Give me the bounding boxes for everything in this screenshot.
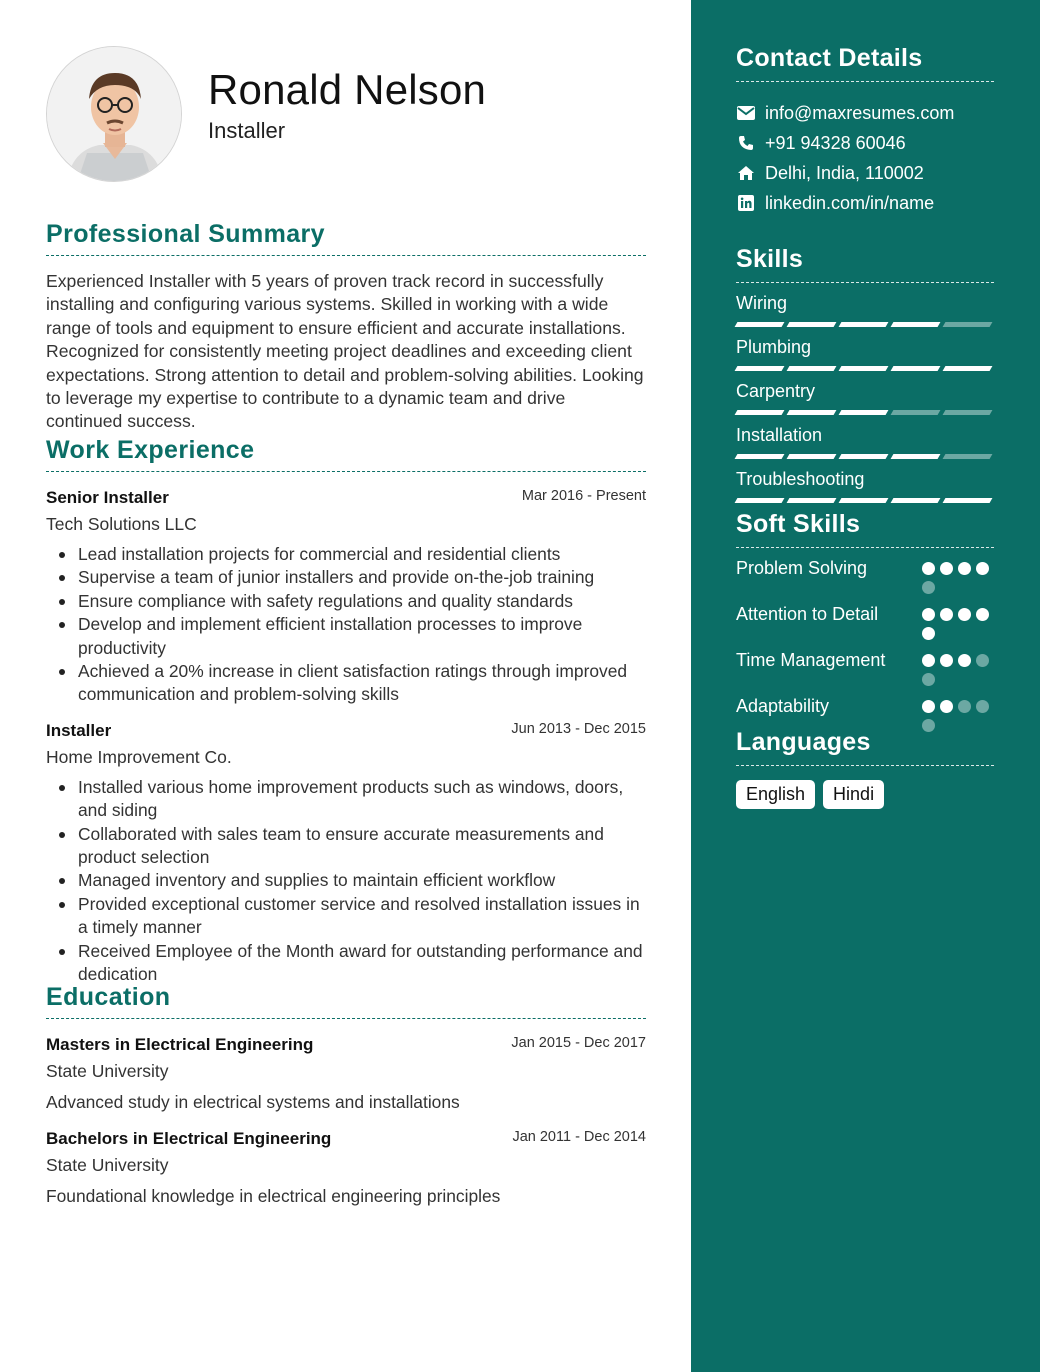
school-name: State University: [46, 1155, 169, 1175]
rating-dot: [940, 654, 953, 667]
rating-dot: [958, 654, 971, 667]
experience-heading: Work Experience: [46, 436, 646, 472]
job-company: Home Improvement Co.: [46, 746, 232, 767]
rating-dot: [922, 562, 935, 575]
soft-skill-item: [736, 648, 994, 686]
list-item: Installed various home improvement products such as windows, doors, and siding: [46, 776, 646, 823]
work-experience: [46, 436, 646, 987]
job-bullets: [46, 543, 646, 707]
skill-level-segment: [735, 322, 785, 327]
soft-skill-item: [736, 694, 994, 732]
contact-details: [736, 44, 994, 218]
job-company: Tech Solutions LLC: [46, 514, 197, 534]
rating-dot: [958, 562, 971, 575]
linkedin-icon: [736, 194, 756, 212]
contact-address-text: Delhi, India, 110002: [765, 162, 924, 183]
skill-item: [736, 425, 994, 459]
education-entry: [46, 1035, 646, 1113]
languages-list: [736, 780, 994, 809]
skill-level-bar: [736, 454, 994, 459]
skill-level-segment: [787, 366, 837, 371]
skill-item: [736, 381, 994, 415]
job-title: Senior Installer: [46, 488, 169, 507]
skill-level-segment: [787, 410, 837, 415]
job-entry: [46, 488, 646, 707]
rating-dot: [958, 608, 971, 621]
soft-skill-rating: [922, 648, 994, 686]
school-name: State University: [46, 1061, 169, 1081]
soft-skill-item: [736, 602, 994, 640]
skill-level-segment: [943, 454, 993, 459]
soft-skill-name: Attention to Detail: [736, 604, 879, 624]
contact-email-text: info@maxresumes.com: [765, 102, 955, 123]
summary-heading: Professional Summary: [46, 220, 646, 256]
rating-dot: [958, 700, 971, 713]
candidate-name: Ronald Nelson: [208, 66, 487, 113]
list-item: Lead installation projects for commercial and residential clients: [46, 543, 646, 566]
skill-level-segment: [839, 454, 889, 459]
soft-skill-name: Time Management: [736, 650, 886, 670]
soft-skills: [736, 510, 994, 732]
soft-skill-item: [736, 556, 994, 594]
rating-dot: [922, 608, 935, 621]
languages-heading: Languages: [736, 728, 994, 766]
rating-dot: [976, 700, 989, 713]
list-item: Develop and implement efficient installation processes to improve productivity: [46, 613, 646, 660]
rating-dot: [976, 562, 989, 575]
skill-level-segment: [891, 322, 941, 327]
skills-heading: Skills: [736, 245, 994, 283]
education-desc: Advanced study in electrical systems and installations: [46, 1092, 460, 1112]
languages: [736, 728, 994, 809]
skill-level-segment: [787, 454, 837, 459]
skill-level-segment: [891, 498, 941, 503]
contact-linkedin-text: linkedin.com/in/name: [765, 192, 935, 213]
professional-summary: [46, 220, 646, 434]
soft-skills-list: [736, 556, 994, 732]
education-date: Jan 2015 - Dec 2017: [511, 1035, 646, 1051]
summary-text: Experienced Installer with 5 years of proven track record in successfully installing and configuring various systems. Skilled in working with a wide range of tools and equipment to ensure efficient and accurate installations. Recognized for consistently meeting project deadlines and exceeding client expectations. Strong attention to detail and problem-solving abilities. Looking to leverage my expertise to contribute to a dynamic team and drive continued success.: [46, 271, 644, 432]
skill-level-segment: [787, 498, 837, 503]
education-date: Jan 2011 - Dec 2014: [512, 1129, 646, 1145]
skill-level-bar: [736, 498, 994, 503]
soft-skill-name: Problem Solving: [736, 558, 868, 578]
skill-item: [736, 337, 994, 371]
skill-item: [736, 469, 994, 503]
degree-title: Bachelors in Electrical Engineering: [46, 1129, 332, 1148]
skill-level-segment: [943, 366, 993, 371]
skill-level-bar: [736, 410, 994, 415]
contact-linkedin[interactable]: [736, 188, 994, 218]
skill-name: Troubleshooting: [736, 469, 865, 489]
skills-list: [736, 293, 994, 503]
profile-photo: [47, 47, 182, 182]
sidebar: [691, 0, 1040, 1372]
list-item: Provided exceptional customer service and resolved installation issues in a timely manner: [46, 893, 646, 940]
skill-level-segment: [735, 454, 785, 459]
skill-name: Carpentry: [736, 381, 816, 401]
skill-level-segment: [943, 410, 993, 415]
skill-level-segment: [839, 498, 889, 503]
skill-level-segment: [839, 410, 889, 415]
skill-level-segment: [891, 366, 941, 371]
phone-icon: [736, 134, 756, 152]
rating-dot: [922, 654, 935, 667]
avatar: [46, 46, 182, 182]
rating-dot: [922, 581, 935, 594]
list-item: Managed inventory and supplies to maintain efficient workflow: [46, 869, 646, 892]
skill-level-bar: [736, 366, 994, 371]
soft-skill-name: Adaptability: [736, 696, 830, 716]
soft-skill-rating: [922, 694, 994, 732]
skill-name: Wiring: [736, 293, 788, 313]
contact-address: [736, 158, 994, 188]
soft-skill-rating: [922, 556, 994, 594]
skill-level-segment: [891, 410, 941, 415]
rating-dot: [922, 673, 935, 686]
education: [46, 983, 646, 1207]
soft-skill-rating: [922, 602, 994, 640]
skill-level-segment: [943, 322, 993, 327]
education-heading: Education: [46, 983, 646, 1019]
job-entry: [46, 721, 646, 987]
rating-dot: [940, 608, 953, 621]
skill-level-segment: [943, 498, 993, 503]
contact-phone-text: +91 94328 60046: [765, 132, 906, 153]
job-date: Jun 2013 - Dec 2015: [511, 720, 646, 737]
home-icon: [736, 164, 756, 182]
skill-name: Plumbing: [736, 337, 812, 357]
skill-level-segment: [735, 498, 785, 503]
job-date: Mar 2016 - Present: [521, 488, 646, 504]
list-item: Received Employee of the Month award for outstanding performance and dedication: [46, 940, 646, 987]
rating-dot: [940, 562, 953, 575]
rating-dot: [922, 700, 935, 713]
rating-dot: [940, 700, 953, 713]
skill-level-segment: [735, 366, 785, 371]
degree-title: Masters in Electrical Engineering: [46, 1035, 314, 1054]
rating-dot: [976, 654, 989, 667]
skill-item: [736, 293, 994, 327]
list-item: Ensure compliance with safety regulations and quality standards: [46, 590, 646, 613]
candidate-title: Installer: [208, 118, 286, 143]
language-badge: Hindi: [823, 780, 884, 809]
rating-dot: [922, 627, 935, 640]
contact-heading: Contact Details: [736, 44, 994, 82]
skill-level-bar: [736, 322, 994, 327]
list-item: Collaborated with sales team to ensure accurate measurements and product selection: [46, 823, 646, 870]
language-badge: English: [736, 780, 815, 809]
envelope-icon: [736, 104, 756, 122]
skill-level-segment: [839, 322, 889, 327]
skill-level-segment: [839, 366, 889, 371]
list-item: Supervise a team of junior installers and provide on-the-job training: [46, 566, 646, 589]
skill-level-segment: [891, 454, 941, 459]
soft-skills-heading: Soft Skills: [736, 510, 994, 548]
job-title: Installer: [46, 720, 112, 740]
contact-email[interactable]: [736, 98, 994, 128]
skill-level-segment: [787, 322, 837, 327]
skills: [736, 245, 994, 503]
list-item: Achieved a 20% increase in client satisfaction ratings through improved communication and problem-solving skills: [46, 660, 646, 707]
education-desc: Foundational knowledge in electrical engineering principles: [46, 1186, 501, 1206]
skill-name: Installation: [736, 425, 823, 445]
skill-level-segment: [735, 410, 785, 415]
education-entry: [46, 1129, 646, 1207]
rating-dot: [976, 608, 989, 621]
contact-phone[interactable]: [736, 128, 994, 158]
job-bullets: [46, 776, 646, 987]
